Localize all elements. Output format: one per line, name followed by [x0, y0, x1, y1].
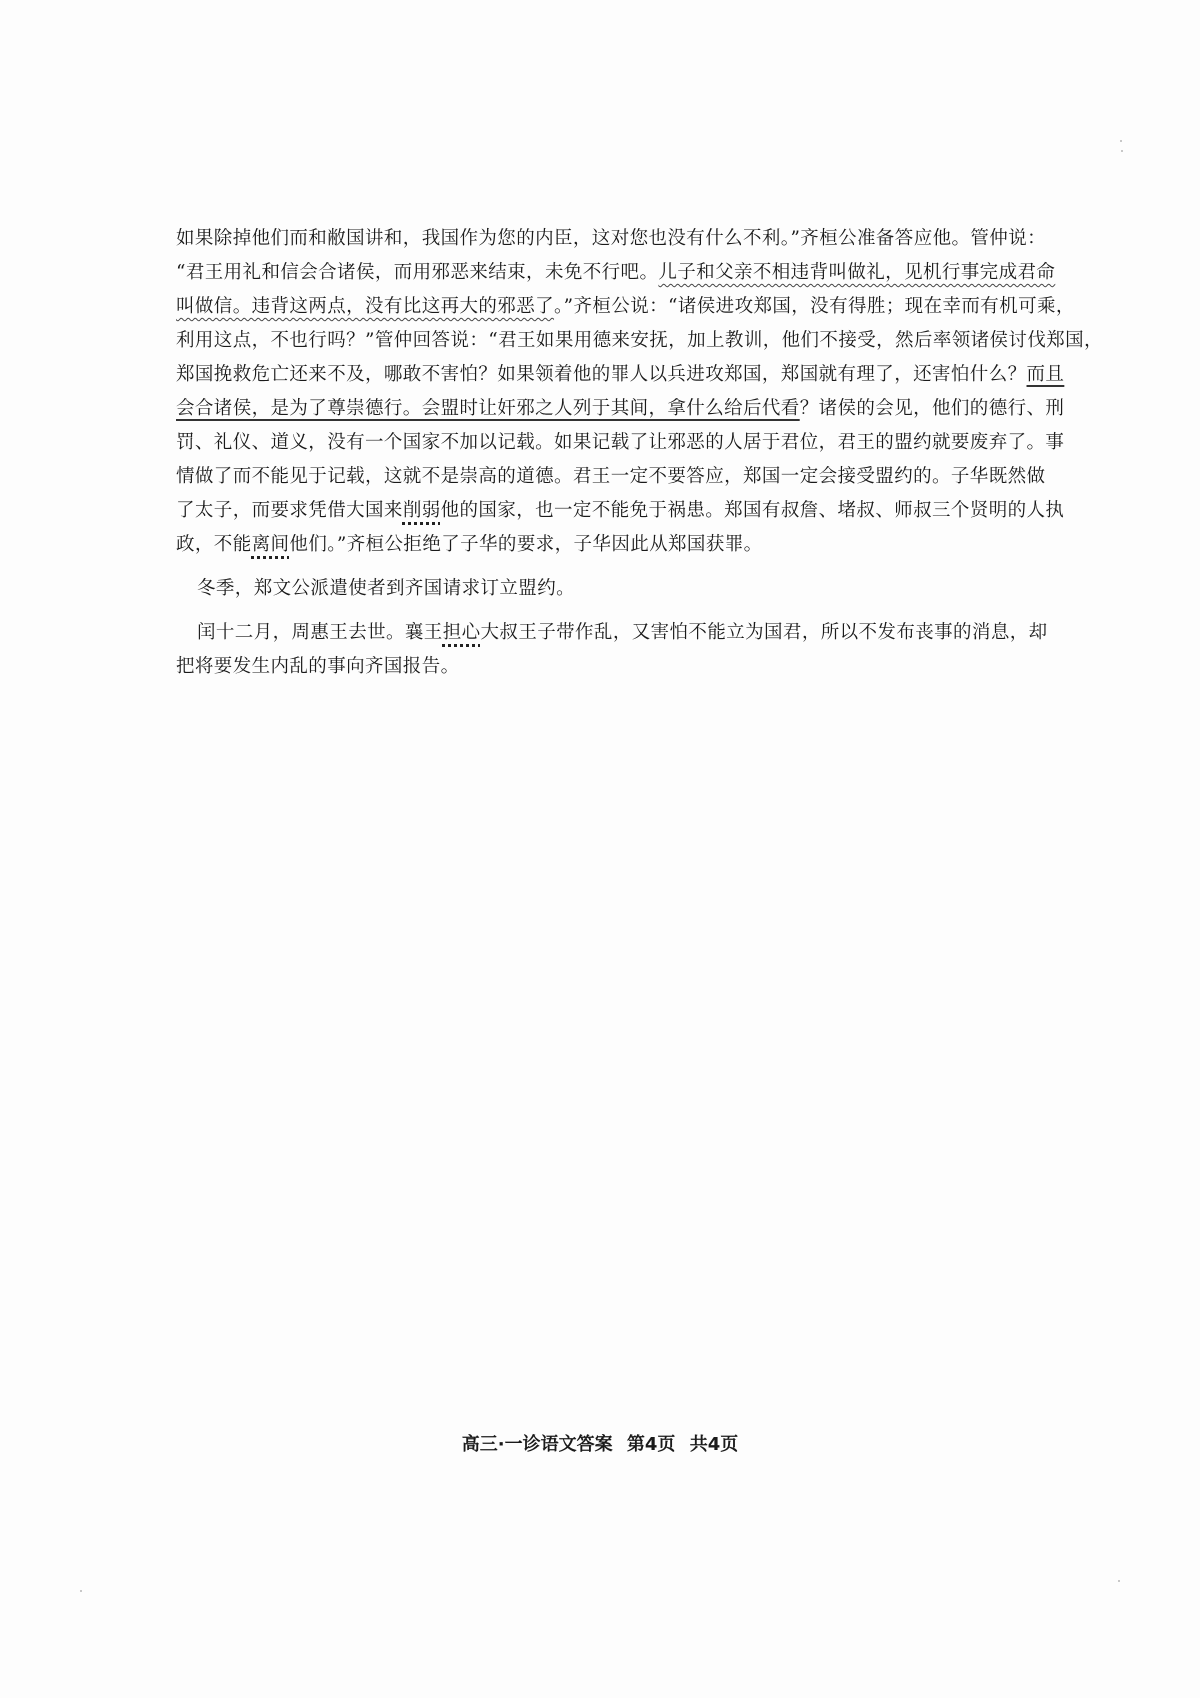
text-line-7	[176, 426, 1065, 460]
underlined-text: 而且	[1026, 364, 1065, 385]
text-line-5	[176, 358, 1065, 392]
text-segment: 闰十二月，周惠王去世。襄王	[197, 622, 443, 643]
text-segment: 情做了而不能见于记载，这就不是崇高的道德。君王一定不要答应，郑国一定会接受盟约的。子华既然做	[176, 466, 1046, 487]
text-segment: “君王用礼和信会合诸侯，而用邪恶来结束，未免不行吧。	[176, 262, 659, 283]
text-line-6	[176, 392, 1065, 426]
text-segment: 罚、礼仪、道义，没有一个国家不加以记载。如果记载了让邪恶的人居于君位，君王的盟约就要废弃了。事	[176, 432, 1065, 453]
text-line-2	[176, 256, 1056, 290]
text-line-8	[176, 460, 1046, 494]
footer-course-title: 高三·一诊语文答案	[461, 1434, 613, 1455]
text-line-1	[176, 222, 1047, 256]
text-line-11	[176, 572, 1032, 606]
text-segment: 大叔王子带作乱，又害怕不能立为国君，所以不发布丧事的消息，却	[480, 622, 1048, 643]
text-line-12	[176, 616, 1048, 650]
text-line-10	[176, 528, 1032, 562]
page-footer	[0, 1430, 1200, 1456]
text-segment: ？诸侯的会见，他们的德行、刑	[799, 398, 1065, 419]
text-segment: 。”齐桓公说：“诸侯进攻郑国，没有得胜；现在幸而有机可乘，	[554, 296, 1075, 317]
text-segment: 他们。”齐桓公拒绝了子华的要求，子华因此从郑国获罪。	[289, 534, 763, 555]
text-line-13	[176, 650, 1032, 684]
text-segment: 了太子，而要求凭借大国来	[176, 500, 403, 521]
text-line-3	[176, 290, 1075, 324]
underlined-text: 会合诸侯，是为了尊崇德行。会盟时让奸邪之人列于其间，拿什么给后代看	[176, 398, 800, 419]
emphasis-dotted-text: 担心	[442, 622, 481, 643]
answer-text-body	[176, 222, 1103, 684]
text-segment: 把将要发生内乱的事向齐国报告。	[176, 656, 460, 677]
scan-speck	[1118, 1580, 1120, 1582]
scan-speck	[80, 1590, 82, 1592]
text-line-4	[176, 324, 1103, 358]
text-segment: 冬季，郑文公派遣使者到齐国请求订立盟约。	[197, 578, 576, 599]
text-segment: 政，不能	[176, 534, 252, 555]
footer-page-number: 第4页	[626, 1434, 676, 1455]
scan-speck	[1121, 150, 1123, 152]
footer-total-pages: 共4页	[689, 1434, 739, 1455]
text-segment: 他的国家，也一定不能免于祸患。郑国有叔詹、堵叔、师叔三个贤明的人执	[440, 500, 1065, 521]
emphasis-dotted-text: 离间	[251, 534, 290, 555]
text-line-9	[176, 494, 1065, 528]
text-segment: 如果除掉他们而和敝国讲和，我国作为您的内臣，这对您也没有什么不利。”齐桓公准备答应他。管仲说：	[176, 228, 1047, 249]
scan-speck	[1120, 140, 1122, 142]
emphasis-dotted-text: 削弱	[402, 500, 441, 521]
text-segment: 利用这点，不也行吗？”管仲回答说：“君王如果用德来安抚，加上教训，他们不接受，然后率领诸侯讨伐郑国，	[176, 330, 1103, 351]
wavy-underlined-text: 儿子和父亲不相违背叫做礼，见机行事完成君命	[658, 262, 1056, 283]
wavy-underlined-text: 叫做信。违背这两点，没有比这再大的邪恶了	[176, 296, 555, 317]
text-segment: 郑国挽救危亡还来不及，哪敢不害怕？如果领着他的罪人以兵进攻郑国，郑国就有理了，还害怕什么？	[176, 364, 1027, 385]
